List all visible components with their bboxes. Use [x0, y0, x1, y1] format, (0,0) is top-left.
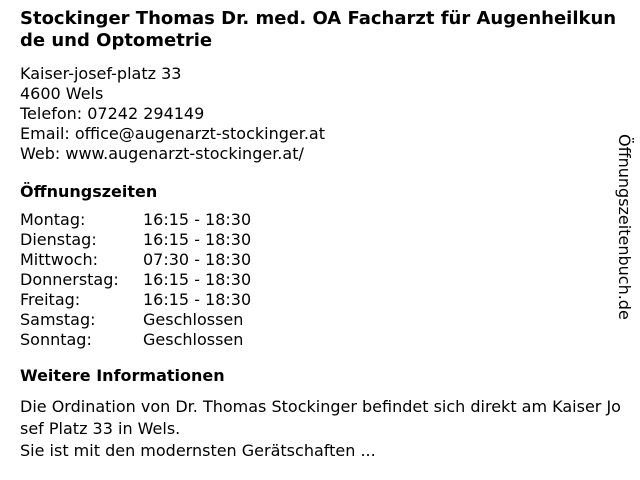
opening-hours-heading: Öffnungszeiten	[20, 182, 158, 201]
phone-number[interactable]: Telefon: 07242 294149	[20, 104, 205, 123]
page-title: Stockinger Thomas Dr. med. OA Facharzt für Augenheilkunde und Optometrie	[20, 8, 617, 51]
hours-row-saturday	[20, 310, 622, 330]
contact-block	[20, 64, 622, 164]
time-value: Geschlossen	[143, 330, 244, 349]
street-address: Kaiser-josef-platz 33	[20, 64, 182, 83]
time-value: 16:15 - 18:30	[143, 210, 252, 229]
city-address: 4600 Wels	[20, 84, 104, 103]
email-address[interactable]: Email: office@augenarzt-stockinger.at	[20, 124, 325, 143]
time-value: 16:15 - 18:30	[143, 290, 252, 309]
time-value: Geschlossen	[143, 310, 244, 329]
side-brand-watermark	[612, 134, 636, 334]
day-label: Montag:	[20, 210, 86, 229]
day-label: Dienstag:	[20, 230, 97, 249]
hours-row-monday	[20, 210, 622, 230]
hours-row-friday	[20, 290, 622, 310]
side-brand-label: Öffnungszeitenbuch.de	[615, 134, 634, 320]
more-info-teaser[interactable]: Sie ist mit den modernsten Gerätschaften ...	[20, 441, 376, 460]
time-value: 07:30 - 18:30	[143, 250, 252, 269]
day-label: Sonntag:	[20, 330, 92, 349]
listing-card	[20, 8, 622, 462]
more-info-heading: Weitere Informationen	[20, 366, 225, 385]
time-value: 16:15 - 18:30	[143, 230, 252, 249]
day-label: Donnerstag:	[20, 270, 119, 289]
hours-row-wednesday	[20, 250, 622, 270]
hours-row-thursday	[20, 270, 622, 290]
more-info-text: Die Ordination von Dr. Thomas Stockinger befindet sich direkt am Kaiser Josef Platz 33 in Wels.	[20, 397, 621, 438]
website-link[interactable]: Web: www.augenarzt-stockinger.at/	[20, 144, 304, 163]
day-label: Freitag:	[20, 290, 81, 309]
hours-row-tuesday	[20, 230, 622, 250]
hours-row-sunday	[20, 330, 622, 350]
day-label: Mittwoch:	[20, 250, 98, 269]
day-label: Samstag:	[20, 310, 96, 329]
opening-hours-table	[20, 210, 622, 350]
time-value: 16:15 - 18:30	[143, 270, 252, 289]
